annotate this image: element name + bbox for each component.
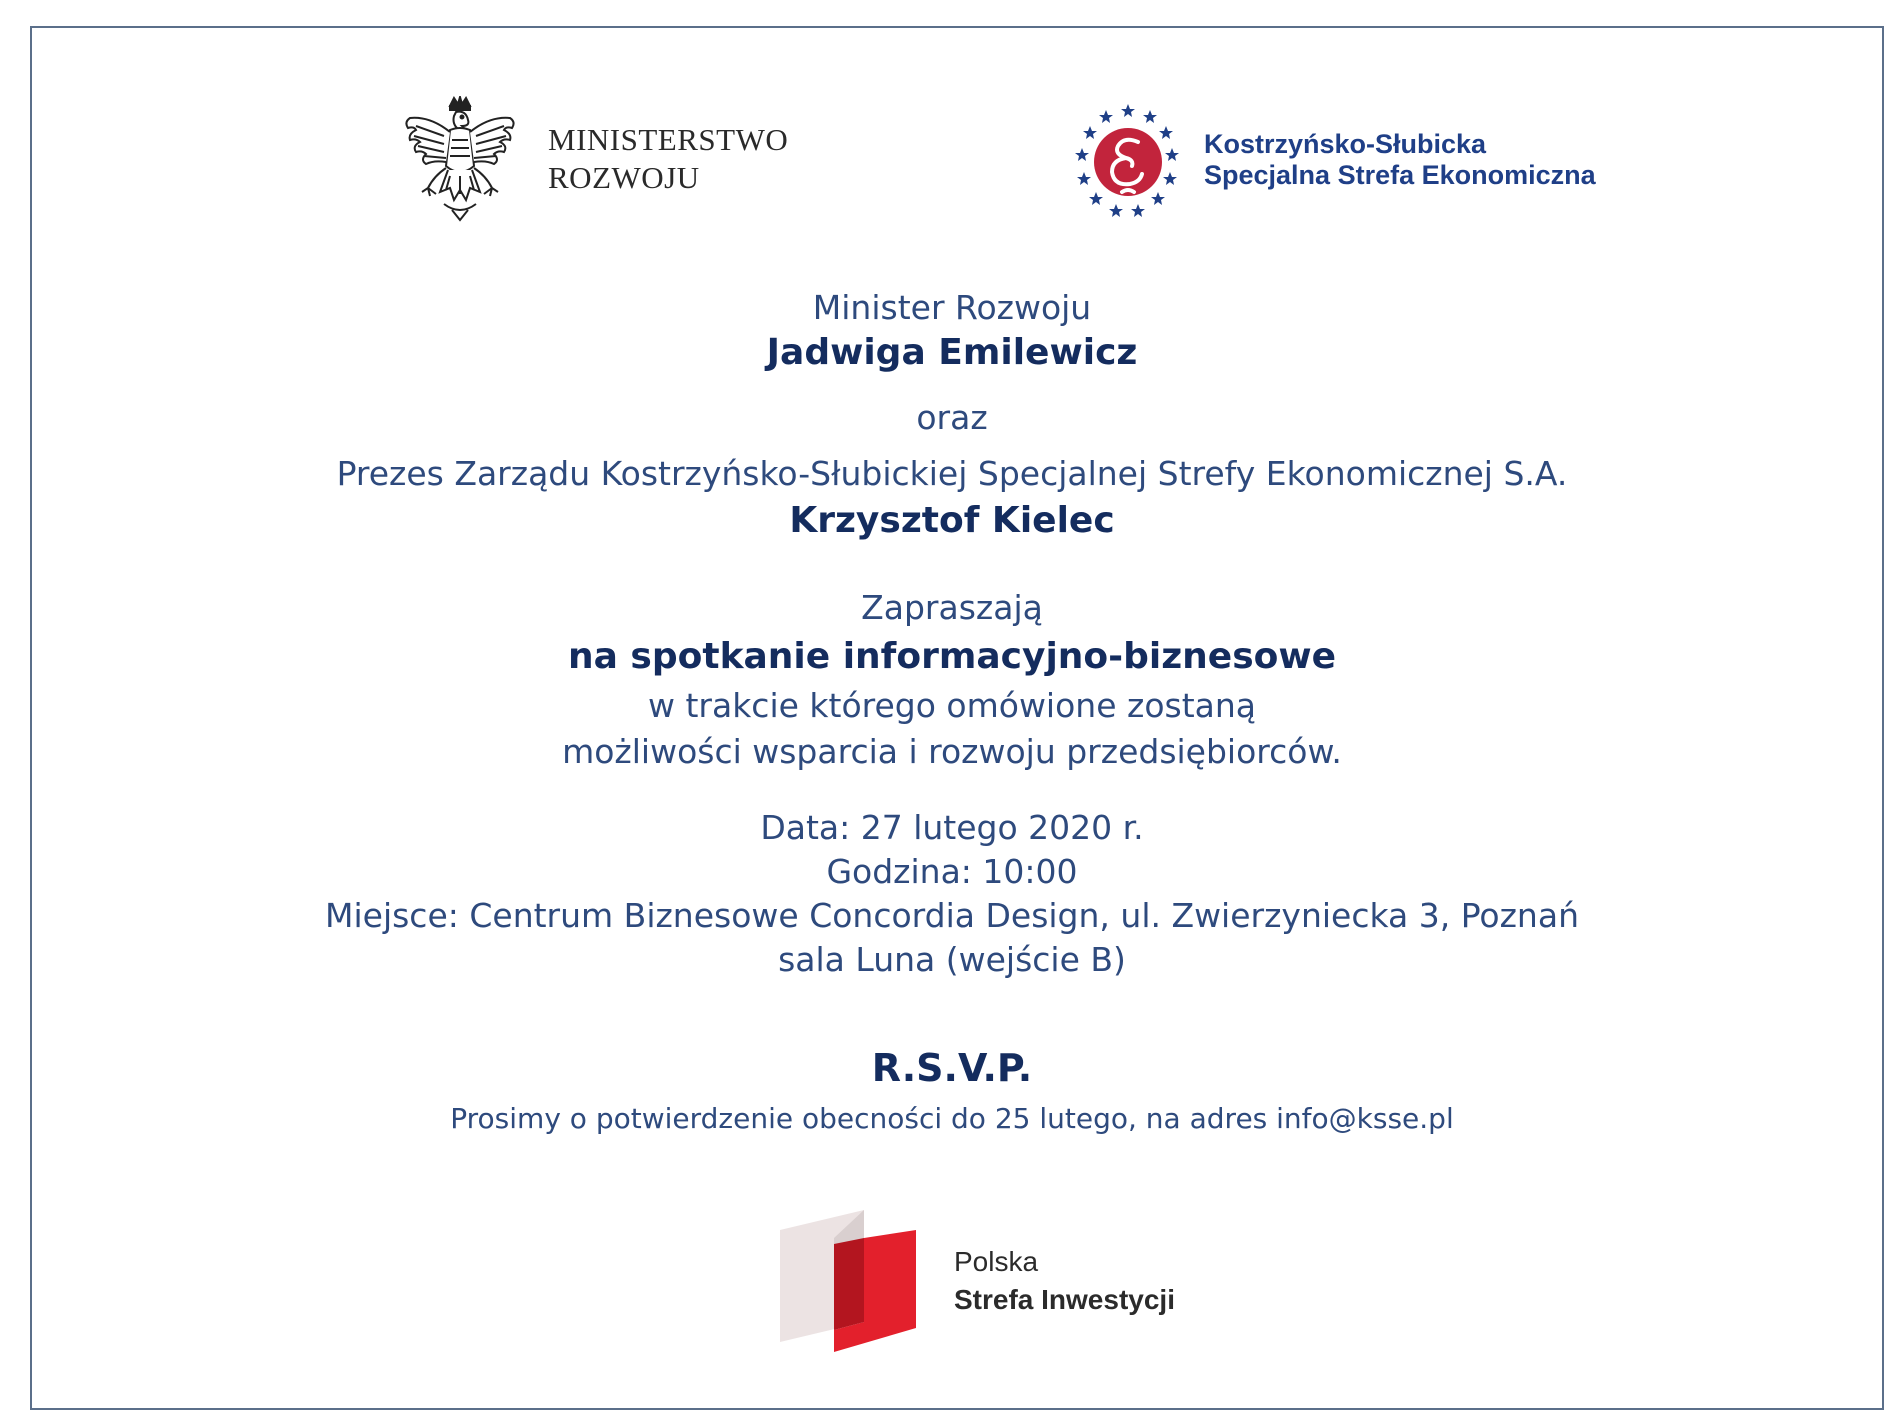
ksse-name: [1204, 129, 1596, 191]
event-time: Godzina: 10:00: [826, 852, 1078, 891]
event-room: sala Luna (wejście B): [778, 940, 1126, 979]
psi-mark-icon: [780, 1210, 916, 1352]
ministry-logo: [400, 94, 788, 224]
ksse-logo: [1068, 100, 1596, 220]
ksse-line2: Specjalna Strefa Ekonomiczna: [1204, 160, 1596, 190]
ministry-line1: MINISTERSTWO: [548, 122, 789, 157]
ministry-line2: ROZWOJU: [548, 160, 700, 195]
invite-verb: Zapraszają: [861, 588, 1043, 627]
psi-logo: [780, 1210, 1175, 1352]
name-president: Krzysztof Kielec: [789, 500, 1115, 541]
rsvp-heading: R.S.V.P.: [871, 1046, 1033, 1090]
ministry-name: [548, 121, 788, 197]
ksse-emblem-icon: [1068, 100, 1188, 220]
ksse-line1: Kostrzyńsko-Słubicka: [1204, 129, 1487, 159]
event-desc-line2: możliwości wsparcia i rozwoju przedsiębiorców.: [562, 732, 1342, 771]
polish-eagle-icon: [400, 96, 520, 222]
psi-line1: Polska: [954, 1246, 1039, 1277]
psi-name: [954, 1243, 1175, 1319]
role-minister: Minister Rozwoju: [812, 288, 1092, 327]
event-date: Data: 27 lutego 2020 r.: [760, 808, 1144, 847]
conjunction: oraz: [916, 398, 988, 437]
event-title: na spotkanie informacyjno-biznesowe: [567, 636, 1337, 677]
event-desc-line1: w trakcie którego omówione zostaną: [647, 686, 1257, 725]
psi-line2: Strefa Inwestycji: [954, 1284, 1175, 1315]
rsvp-text: Prosimy o potwierdzenie obecności do 25 lutego, na adres info@ksse.pl: [450, 1102, 1454, 1135]
role-president: Prezes Zarządu Kostrzyńsko-Słubickiej Specjalnej Strefy Ekonomicznej S.A.: [336, 454, 1568, 493]
name-minister: Jadwiga Emilewicz: [766, 332, 1138, 373]
event-place: Miejsce: Centrum Biznesowe Concordia Design, ul. Zwierzyniecka 3, Poznań: [325, 896, 1579, 935]
